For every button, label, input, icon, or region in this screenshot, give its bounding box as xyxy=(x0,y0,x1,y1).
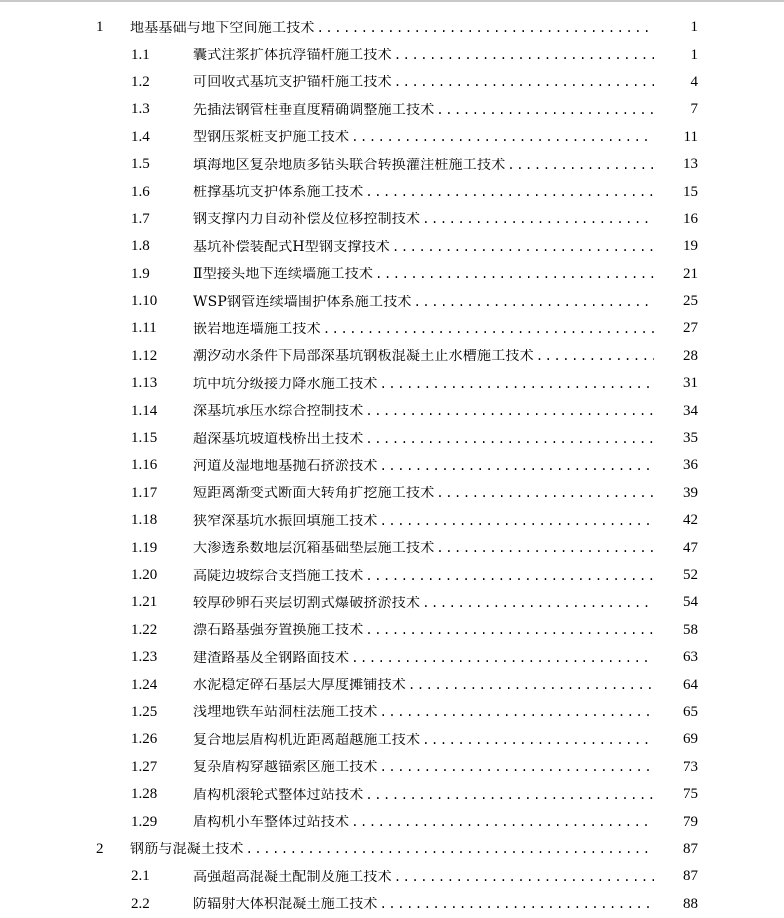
toc-section-row[interactable] xyxy=(0,288,784,315)
toc-entry-page-number: 73 xyxy=(654,760,698,775)
toc-section-row[interactable] xyxy=(0,863,784,890)
dot-leader xyxy=(365,433,698,445)
toc-entry-number: 1.8 xyxy=(131,238,150,255)
dot-leader xyxy=(317,22,698,34)
toc-entry-page-number: 52 xyxy=(654,568,698,583)
toc-entry-number: 1.23 xyxy=(131,649,158,666)
dot-leader xyxy=(380,460,698,472)
toc-entry-page-number: 79 xyxy=(654,815,698,830)
toc-entry-title: 复合地层盾构机近距离超越施工技术 xyxy=(193,732,421,747)
toc-entry-number: 1.29 xyxy=(131,813,158,830)
dot-leader xyxy=(375,268,698,280)
toc-section-row[interactable] xyxy=(0,315,784,342)
toc-entry-title: 防辐射大体积混凝土施工技术 xyxy=(193,897,378,912)
toc-entry-title: 填海地区复杂地质多钻头联合转换灌注桩施工技术 xyxy=(193,157,506,172)
toc-entry-number: 1.15 xyxy=(131,430,158,447)
toc-entry-body xyxy=(193,486,698,500)
dot-leader xyxy=(392,241,698,253)
toc-entry-page-number: 1 xyxy=(654,20,698,35)
toc-section-row[interactable] xyxy=(0,261,784,288)
toc-entry-page-number: 39 xyxy=(654,486,698,501)
toc-entry-number: 1.19 xyxy=(131,539,158,556)
toc-section-row[interactable] xyxy=(0,69,784,96)
toc-entry-body xyxy=(193,349,698,363)
toc-entry-page-number: 15 xyxy=(654,185,698,200)
toc-entry-page-number: 88 xyxy=(654,897,698,912)
toc-entry-page-number: 65 xyxy=(654,705,698,720)
toc-entry-body xyxy=(193,240,698,254)
toc-entry-page-number: 75 xyxy=(654,787,698,802)
toc-section-row[interactable] xyxy=(0,617,784,644)
toc-entry-body xyxy=(193,267,698,281)
toc-section-row[interactable] xyxy=(0,507,784,534)
dot-leader xyxy=(365,624,698,636)
toc-entry-title: 地基基础与地下空间施工技术 xyxy=(130,20,315,35)
toc-entry-page-number: 42 xyxy=(654,513,698,528)
toc-entry-body xyxy=(193,569,698,583)
toc-entry-title: 型钢压浆桩支护施工技术 xyxy=(193,130,350,145)
toc-entry-number: 1.9 xyxy=(131,265,150,282)
toc-entry-body xyxy=(130,842,698,856)
toc-section-row[interactable] xyxy=(0,233,784,260)
toc-entry-page-number: 25 xyxy=(654,294,698,309)
toc-entry-page-number: 63 xyxy=(654,650,698,665)
toc-section-row[interactable] xyxy=(0,754,784,781)
toc-entry-number: 1.17 xyxy=(131,484,158,501)
toc-entry-number: 1 xyxy=(96,19,104,36)
toc-section-row[interactable] xyxy=(0,124,784,151)
toc-entry-page-number: 34 xyxy=(654,404,698,419)
toc-entry-body xyxy=(193,651,698,665)
toc-entry-page-number: 47 xyxy=(654,541,698,556)
toc-entry-number: 1.16 xyxy=(131,457,158,474)
toc-entry-title: 坑中坑分级接力降水施工技术 xyxy=(193,376,378,391)
toc-entry-body xyxy=(193,377,698,391)
toc-entry-body xyxy=(193,815,698,829)
toc-entry-page-number: 69 xyxy=(654,732,698,747)
toc-entry-title: 钢筋与混凝土技术 xyxy=(130,842,244,857)
toc-section-row[interactable] xyxy=(0,534,784,561)
toc-section-row[interactable] xyxy=(0,644,784,671)
dot-leader xyxy=(380,761,698,773)
toc-entry-title: 高陡边坡综合支挡施工技术 xyxy=(193,568,364,583)
toc-entry-body xyxy=(193,459,698,473)
toc-entry-title: 可回收式基坑支护锚杆施工技术 xyxy=(193,75,392,90)
toc-entry-body xyxy=(193,295,698,309)
toc-entry-title: 短距离渐变式断面大转角扩挖施工技术 xyxy=(193,486,435,501)
toc-entry-title: WSP钢管连续墙围护体系施工技术 xyxy=(193,294,412,309)
toc-entry-body xyxy=(193,158,698,172)
toc-section-row[interactable] xyxy=(0,151,784,178)
toc-entry-title: 较厚砂卵石夹层切割式爆破挤淤技术 xyxy=(193,595,421,610)
toc-section-row[interactable] xyxy=(0,781,784,808)
dot-leader xyxy=(246,843,698,855)
toc-entry-number: 1.5 xyxy=(131,156,150,173)
toc-entry-number: 1.10 xyxy=(131,293,158,310)
toc-entry-title: 漂石路基强夯置换施工技术 xyxy=(193,623,364,638)
toc-entry-page-number: 11 xyxy=(654,130,698,145)
toc-entry-number: 1.24 xyxy=(131,676,158,693)
toc-chapter-row[interactable] xyxy=(0,14,784,41)
dot-leader xyxy=(394,49,698,61)
toc-chapter-row[interactable] xyxy=(0,836,784,863)
toc-entry-body xyxy=(193,541,698,555)
toc-entry-number: 1.13 xyxy=(131,375,158,392)
toc-section-row[interactable] xyxy=(0,480,784,507)
toc-entry-page-number: 36 xyxy=(654,458,698,473)
toc-entry-body xyxy=(193,103,698,117)
toc-entry-page-number: 54 xyxy=(654,595,698,610)
toc-entry-title: 大渗透系数地层沉箱基础垫层施工技术 xyxy=(193,541,435,556)
dot-leader xyxy=(394,871,698,883)
toc-entry-body xyxy=(193,48,698,62)
toc-entry-title: 水泥稳定碎石基层大厚度摊铺技术 xyxy=(193,678,406,693)
toc-entry-body xyxy=(193,185,698,199)
toc-entry-title: 桩撑基坑支护体系施工技术 xyxy=(193,185,364,200)
toc-entry-title: 建渣路基及全钢路面技术 xyxy=(193,650,350,665)
toc-entry-page-number: 13 xyxy=(654,157,698,172)
toc-section-row[interactable] xyxy=(0,41,784,68)
toc-entry-page-number: 64 xyxy=(654,678,698,693)
toc-entry-body xyxy=(193,623,698,637)
dot-leader xyxy=(323,323,698,335)
toc-entry-page-number: 35 xyxy=(654,431,698,446)
toc-entry-body xyxy=(193,212,698,226)
toc-entry-title: 先插法钢管柱垂直度精确调整施工技术 xyxy=(193,102,435,117)
dot-leader xyxy=(380,515,698,527)
toc-entry-body xyxy=(193,760,698,774)
toc-entry-body xyxy=(193,870,698,884)
dot-leader xyxy=(394,76,698,88)
toc-entry-number: 1.1 xyxy=(131,46,150,63)
toc-entry-title: 超深基坑坡道栈桥出土技术 xyxy=(193,431,364,446)
toc-section-row[interactable] xyxy=(0,343,784,370)
toc-entry-number: 1.3 xyxy=(131,101,150,118)
toc-entry-page-number: 28 xyxy=(654,349,698,364)
dot-leader xyxy=(351,131,698,143)
dot-leader xyxy=(365,789,698,801)
toc-entry-number: 1.26 xyxy=(131,731,158,748)
toc-entry-body xyxy=(193,514,698,528)
dot-leader xyxy=(380,898,698,910)
toc-section-row[interactable] xyxy=(0,370,784,397)
toc-entry-title: 河道及湿地地基抛石挤淤技术 xyxy=(193,458,378,473)
toc-entry-number: 2 xyxy=(96,840,104,857)
toc-entry-body xyxy=(193,705,698,719)
toc-section-row[interactable] xyxy=(0,671,784,698)
toc-section-row[interactable] xyxy=(0,206,784,233)
toc-entry-page-number: 27 xyxy=(654,321,698,336)
toc-entry-title: 盾构机小车整体过站技术 xyxy=(193,815,350,830)
toc-entry-page-number: 31 xyxy=(654,376,698,391)
toc-entry-title: 钢支撑内力自动补偿及位移控制技术 xyxy=(193,212,421,227)
toc-entry-page-number: 21 xyxy=(654,267,698,282)
toc-entry-number: 1.6 xyxy=(131,183,150,200)
toc-entry-body xyxy=(193,432,698,446)
toc-entry-number: 1.27 xyxy=(131,758,158,775)
toc-entry-page-number: 16 xyxy=(654,212,698,227)
toc-entry-title: 囊式注浆扩体抗浮锚杆施工技术 xyxy=(193,48,392,63)
dot-leader xyxy=(380,706,698,718)
toc-section-row[interactable] xyxy=(0,726,784,753)
dot-leader xyxy=(365,186,698,198)
toc-section-row[interactable] xyxy=(0,699,784,726)
toc-entry-title: 狭窄深基坑水振回填施工技术 xyxy=(193,513,378,528)
toc-entry-body xyxy=(193,733,698,747)
dot-leader xyxy=(351,652,698,664)
toc-entry-page-number: 87 xyxy=(654,869,698,884)
dot-leader xyxy=(365,570,698,582)
toc-section-row[interactable] xyxy=(0,891,784,918)
toc-entry-title: 嵌岩地连墙施工技术 xyxy=(193,321,321,336)
toc-entry-number: 1.4 xyxy=(131,128,150,145)
toc-entry-title: 基坑补偿装配式H型钢支撑技术 xyxy=(193,239,391,254)
toc-entry-title: 复杂盾构穿越锚索区施工技术 xyxy=(193,760,378,775)
toc-entry-number: 1.18 xyxy=(131,512,158,529)
toc-section-row[interactable] xyxy=(0,452,784,479)
toc-entry-body xyxy=(130,21,698,35)
toc-section-row[interactable] xyxy=(0,589,784,616)
toc-entry-number: 1.7 xyxy=(131,210,150,227)
toc-entry-number: 2.1 xyxy=(131,868,150,885)
toc-entry-page-number: 58 xyxy=(654,623,698,638)
dot-leader xyxy=(351,816,698,828)
toc-entry-number: 1.11 xyxy=(131,320,157,337)
toc-entry-page-number: 87 xyxy=(654,842,698,857)
toc-entry-title: 深基坑承压水综合控制技术 xyxy=(193,404,364,419)
toc-entry-page-number: 19 xyxy=(654,239,698,254)
toc-section-row[interactable] xyxy=(0,808,784,835)
toc-entry-number: 1.25 xyxy=(131,703,158,720)
toc-section-row[interactable] xyxy=(0,397,784,424)
toc-entry-body xyxy=(193,678,698,692)
dot-leader xyxy=(365,405,698,417)
toc-section-row[interactable] xyxy=(0,178,784,205)
toc-entry-number: 1.22 xyxy=(131,621,158,638)
toc-entry-title: 浅埋地铁车站洞柱法施工技术 xyxy=(193,705,378,720)
toc-entry-title: 潮汐动水条件下局部深基坑钢板混凝土止水槽施工技术 xyxy=(193,349,534,364)
toc-entry-number: 1.14 xyxy=(131,402,158,419)
toc-entry-page-number: 7 xyxy=(654,102,698,117)
toc-section-row[interactable] xyxy=(0,562,784,589)
toc-entry-number: 1.12 xyxy=(131,347,158,364)
toc-entry-number: 2.2 xyxy=(131,895,150,912)
toc-entry-body xyxy=(193,596,698,610)
page-top-rule xyxy=(0,0,784,2)
toc-entry-body xyxy=(193,897,698,911)
toc-section-row[interactable] xyxy=(0,425,784,452)
dot-leader xyxy=(380,378,698,390)
toc-entry-page-number: 4 xyxy=(654,75,698,90)
toc-entry-number: 1.28 xyxy=(131,786,158,803)
toc-entry-number: 1.20 xyxy=(131,567,158,583)
table-of-contents xyxy=(0,14,784,918)
toc-entry-page-number: 1 xyxy=(654,48,698,63)
toc-entry-number: 1.21 xyxy=(131,594,158,611)
toc-entry-body xyxy=(193,404,698,418)
toc-entry-title: 高强超高混凝土配制及施工技术 xyxy=(193,869,392,884)
toc-entry-body xyxy=(193,322,698,336)
toc-entry-body xyxy=(193,130,698,144)
toc-entry-body xyxy=(193,75,698,89)
toc-entry-title: Ⅱ型接头地下连续墙施工技术 xyxy=(193,267,374,282)
toc-entry-body xyxy=(193,788,698,802)
toc-entry-number: 1.2 xyxy=(131,73,150,90)
toc-entry-title: 盾构机滚轮式整体过站技术 xyxy=(193,787,364,802)
toc-section-row[interactable] xyxy=(0,96,784,123)
